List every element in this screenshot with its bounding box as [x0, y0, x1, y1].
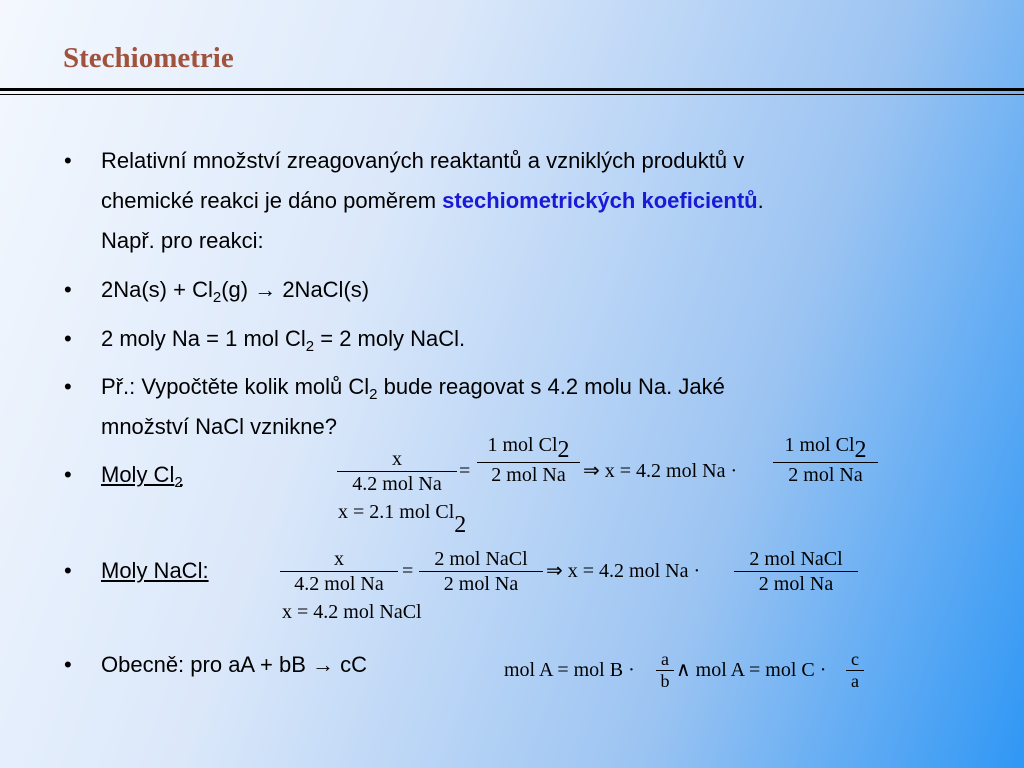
bullet-6: Moly NaCl:	[101, 558, 209, 583]
subscript: 2	[212, 289, 222, 306]
result-text: x = 2.1 mol Cl	[338, 501, 455, 523]
numerator	[477, 434, 580, 463]
denominator: 4.2 mol Na	[294, 573, 384, 595]
bullet-2	[101, 270, 369, 318]
subscript: 2	[854, 437, 867, 463]
implication: ⇒ x = 4.2 mol Na ·	[583, 460, 738, 482]
bullet-3-a: 2 moly Na = 1 mol Cl	[101, 326, 306, 351]
fraction	[734, 548, 858, 595]
numerator-text: 1 mol Cl	[487, 434, 558, 456]
equals-sign: =	[459, 460, 471, 482]
bullet-3	[101, 319, 465, 367]
general-eq-part-2: ∧ mol A = mol C ·	[676, 659, 827, 681]
title-rule-thick	[0, 88, 1024, 91]
bullet-4-line-2: množství NaCl vznikne?	[101, 414, 337, 439]
denominator: a	[851, 671, 859, 691]
bullet-5-a: Moly Cl	[101, 462, 175, 487]
implication: ⇒ x = 4.2 mol Na ·	[546, 560, 701, 582]
denominator: b	[660, 671, 670, 691]
bullet-4-a: Př.: Vypočtěte kolik molů Cl	[101, 374, 370, 399]
numerator: c	[846, 650, 864, 671]
bullet-1-period: .	[757, 188, 764, 213]
bullet-4-b: bude reagovat s 4.2 molu Na. Jaké	[377, 374, 725, 399]
bullet-2-b: (g) → 2NaCl(s)	[221, 277, 370, 302]
subscript: 2	[305, 338, 315, 355]
result-cl2	[338, 501, 466, 536]
subscript: 2	[454, 512, 467, 538]
denominator: 2 mol Na	[788, 464, 863, 486]
fraction	[419, 548, 543, 595]
bullet-7: Obecně: pro aA + bB → cC	[101, 652, 367, 677]
numerator-text: 1 mol Cl	[784, 434, 855, 456]
numerator	[773, 434, 878, 463]
numerator: x	[337, 448, 457, 472]
title-rule-thin	[0, 94, 1024, 95]
general-eq-part-1: mol A = mol B ·	[504, 659, 635, 681]
slide-title: Stechiometrie	[63, 42, 234, 74]
numerator: 2 mol NaCl	[419, 548, 543, 572]
bullet-3-b: = 2 moly NaCl.	[314, 326, 466, 351]
bullet-2-a: 2Na(s) + Cl	[101, 277, 213, 302]
fraction	[846, 650, 864, 691]
bullet-1-line-3: Např. pro reakci:	[101, 228, 264, 253]
bullet-marker: •	[64, 558, 72, 583]
bullet-1-line-2	[101, 181, 764, 221]
fraction	[656, 650, 674, 691]
bullet-marker: •	[64, 277, 72, 302]
numerator: 2 mol NaCl	[734, 548, 858, 572]
bullet-marker: •	[64, 374, 72, 399]
fraction	[477, 434, 580, 486]
bullet-1-text: chemické reakci je dáno poměrem	[101, 188, 443, 213]
subscript: 2	[174, 474, 183, 491]
bullet-marker: •	[64, 148, 72, 173]
bullet-1-line-1: Relativní množství zreagovaných reaktantů a vzniklých produktů v	[101, 148, 745, 173]
bullet-marker: •	[64, 462, 72, 487]
fraction	[773, 434, 878, 486]
equals-sign: =	[402, 560, 414, 582]
denominator: 4.2 mol Na	[352, 473, 442, 495]
subscript: 2	[557, 437, 570, 463]
bullet-marker: •	[64, 652, 72, 677]
denominator: 2 mol Na	[443, 573, 519, 595]
numerator: a	[656, 650, 674, 671]
fraction	[337, 448, 457, 495]
fraction	[280, 548, 398, 595]
result-nacl: x = 4.2 mol NaCl	[282, 601, 422, 623]
subscript: 2	[369, 386, 378, 403]
denominator: 2 mol Na	[758, 573, 834, 595]
numerator: x	[280, 548, 398, 572]
denominator: 2 mol Na	[491, 464, 566, 486]
bullet-5	[101, 455, 183, 503]
bullet-marker: •	[64, 326, 72, 351]
highlight-term: stechiometrických koeficientů	[442, 188, 758, 213]
